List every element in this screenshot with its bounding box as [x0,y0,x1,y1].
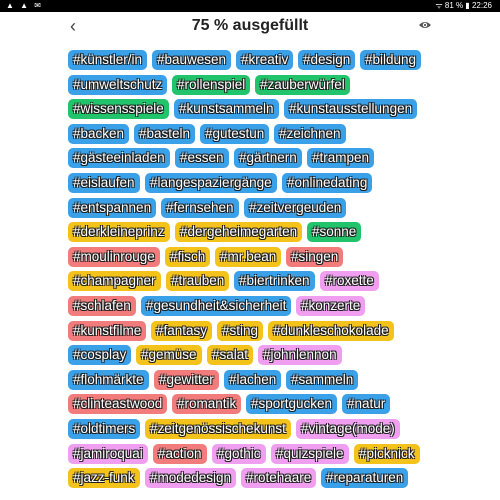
tag-chip[interactable]: #zeitvergeuden [244,198,346,218]
tag-chip[interactable]: #essen [175,148,229,168]
tag-chip[interactable]: #wissensspiele [68,99,169,119]
tag-chip[interactable]: #trauben [166,271,229,291]
tag-chip[interactable]: #flohmärkte [68,370,149,390]
tag-chip[interactable]: #design [298,50,355,70]
tag-chip[interactable]: #rotehaare [241,468,316,488]
tag-chip[interactable]: #johnlennon [258,345,342,365]
tag-chip[interactable]: #sting [217,321,263,341]
tag-chip[interactable]: #clinteastwood [68,394,167,414]
tag-chip[interactable]: #schlafen [68,296,136,316]
notification-icons: ▲ ▲ ✉ [6,1,43,10]
back-arrow-icon[interactable]: ‹ [70,16,76,36]
tag-chip[interactable]: #umweltschutz [68,75,167,95]
tag-chip[interactable]: #biertrinken [234,271,315,291]
eye-icon[interactable] [418,20,432,30]
tag-chip[interactable]: #gästeeinladen [68,148,170,168]
tag-chip[interactable]: #kreativ [236,50,293,70]
tag-chip[interactable]: #gewitter [154,370,219,390]
tag-chip[interactable]: #picknick [354,444,420,464]
tag-chip[interactable]: #oldtimers [68,419,140,439]
tag-chip[interactable]: #action [153,444,207,464]
tag-chip[interactable]: #kunstsammeln [174,99,279,119]
tag-chip[interactable]: #salat [207,345,253,365]
tag-chip[interactable]: #singen [286,247,343,267]
tag-chip[interactable]: #dunkleschokolade [268,321,394,341]
tag-chip[interactable]: #sonne [307,222,361,242]
tag-chip[interactable]: #sammeln [286,370,358,390]
tag-chip[interactable]: #zeitgenössischekunst [145,419,291,439]
tag-chip[interactable]: #gärtnern [234,148,302,168]
tag-chip[interactable]: #zauberwürfel [255,75,350,95]
tag-chip[interactable]: #modedesign [145,468,236,488]
tag-chip[interactable]: #gemüse [136,345,202,365]
tag-chip[interactable]: #fantasy [151,321,212,341]
tag-chip[interactable]: #trampen [307,148,374,168]
tag-chip[interactable]: #quizspiele [271,444,349,464]
status-right: ᯤ 81 % ▮ 22:26 [435,1,492,10]
tag-chip[interactable]: #basteln [134,124,195,144]
status-bar [0,0,500,12]
tag-chip[interactable]: #entspannen [68,198,156,218]
tag-chip[interactable]: #kunstausstellungen [284,99,417,119]
tag-chip[interactable]: #künstler/in [68,50,147,70]
tag-chip[interactable]: #bauwesen [152,50,231,70]
tag-chip[interactable]: #gutestun [200,124,269,144]
tag-chip[interactable]: #reparaturen [321,468,408,488]
tag-chip[interactable]: #roxette [320,271,379,291]
tag-chip[interactable]: #vintage(mode) [296,419,400,439]
tag-chip[interactable]: #champagner [68,271,161,291]
tag-chip[interactable]: #kunstfilme [68,321,146,341]
tag-chip[interactable]: #jazz-funk [68,468,140,488]
page-title: 75 % ausgefüllt [191,17,309,34]
tag-chip[interactable]: #langespaziergänge [145,173,277,193]
tag-chip[interactable]: #derkleineprinz [68,222,170,242]
tag-chip[interactable]: #zeichnen [274,124,346,144]
tag-chip[interactable]: #fisch [165,247,210,267]
tag-chip[interactable]: #mr.bean [215,247,281,267]
tag-chip[interactable]: #bildung [360,50,421,70]
tag-chip[interactable]: #fernsehen [161,198,239,218]
tag-chip[interactable]: #eislaufen [68,173,140,193]
tag-chip[interactable]: #romantik [172,394,241,414]
tag-chip[interactable]: #gesundheit&sicherheit [141,296,291,316]
tag-chip[interactable]: #konzerte [296,296,365,316]
tag-chip[interactable]: #moulinrouge [68,247,160,267]
tag-chip[interactable]: #lachen [224,370,281,390]
tag-chip[interactable]: #sportgucken [246,394,337,414]
tag-chip[interactable]: #backen [68,124,129,144]
header [0,12,500,42]
tag-chip[interactable]: #onlinedating [282,173,372,193]
tag-chip[interactable]: #cosplay [68,345,131,365]
tag-chip[interactable]: #jamiroquai [68,444,148,464]
tag-chip[interactable]: #gothic [212,444,266,464]
tag-chip[interactable]: #dergeheimegarten [175,222,302,242]
tag-chip[interactable]: #natur [342,394,390,414]
tag-chip[interactable]: #rollenspiel [172,75,250,95]
